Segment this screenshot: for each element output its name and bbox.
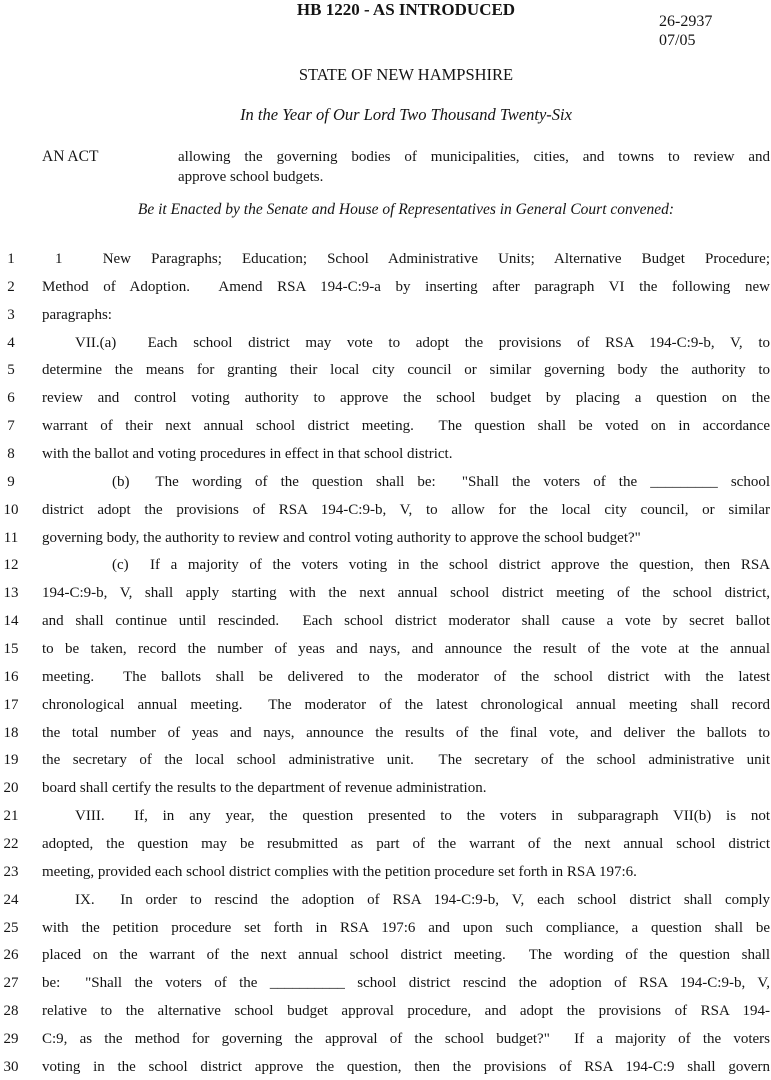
bill-text-row <box>0 862 771 890</box>
line-number: 9 <box>7 473 15 490</box>
state-name: STATE OF NEW HAMPSHIRE <box>298 65 514 84</box>
year-line: In the Year of Our Lord Two Thousand Twenty-Six <box>240 105 572 124</box>
bill-text-row <box>0 778 771 806</box>
line-number: 11 <box>3 529 19 546</box>
line-number: 21 <box>3 808 19 825</box>
line-number: 12 <box>3 557 19 574</box>
line-number: 2 <box>7 278 15 295</box>
line-number: 28 <box>3 1003 19 1020</box>
line-number: 23 <box>3 863 19 880</box>
line-number: 3 <box>7 306 15 323</box>
line-number: 15 <box>3 641 19 658</box>
bill-date: 07/05 <box>659 32 696 49</box>
bill-text-row <box>0 444 771 472</box>
bill-number: 26-2937 <box>659 13 713 30</box>
bill-body <box>0 249 771 1080</box>
line-text: voting in the school district approve the question, then the provisions of RSA 194-C:9 shall govern <box>42 1058 770 1075</box>
line-number: 4 <box>7 334 15 351</box>
bill-reference-block <box>659 12 712 50</box>
line-text: paragraphs: <box>42 306 112 323</box>
line-text: determine the means for granting their local city council or similar governing body the authority to <box>42 362 770 379</box>
line-number: 14 <box>3 613 19 630</box>
line-number: 20 <box>3 780 19 797</box>
bill-text-row <box>0 583 771 611</box>
line-text: chronological annual meeting. The moderator of the latest chronological annual meeting shall record <box>42 696 770 713</box>
line-text: the total number of yeas and nays, announce the results of the final vote, and deliver the ballots to <box>42 724 770 741</box>
enacting-clause: Be it Enacted by the Senate and House of Representatives in General Court convened: <box>137 201 675 218</box>
line-number: 30 <box>3 1058 19 1075</box>
an-act-description <box>178 147 770 187</box>
line-number: 17 <box>3 696 19 713</box>
line-text: board shall certify the results to the department of revenue administration. <box>42 780 487 797</box>
bill-text-row <box>0 500 771 528</box>
line-text: to be taken, record the number of yeas and nays, and announce the result of the vote at the annual <box>42 641 770 658</box>
line-text: placed on the warrant of the next annual school district meeting. The wording of the question shall <box>42 947 770 964</box>
line-number: 26 <box>3 947 19 964</box>
line-number: 24 <box>3 891 19 908</box>
bill-text-row <box>0 945 771 973</box>
line-text: and shall continue until rescinded. Each school district moderator shall cause a vote by secret ballot <box>42 613 770 630</box>
line-text: governing body, the authority to review and control voting authority to approve the school budget?" <box>42 529 641 546</box>
line-text: VIII. If, in any year, the question presented to the voters in subparagraph VII(b) is not <box>75 808 770 825</box>
line-text: be: "Shall the voters of the __________ school district rescind the adoption of RSA 194-C:9-b, V, <box>42 975 770 992</box>
an-act-line: allowing the governing bodies of municipalities, cities, and towns to review and <box>178 149 770 165</box>
line-text: 1 New Paragraphs; Education; School Administrative Units; Alternative Budget Procedure; <box>55 251 770 267</box>
line-number: 1 <box>7 251 15 267</box>
bill-text-row <box>0 834 771 862</box>
bill-text-row <box>0 555 771 583</box>
line-text: C:9, as the method for governing the approval of the school budget?" If a majority of the voters <box>42 1031 770 1048</box>
line-number: 25 <box>3 919 19 936</box>
an-act-section <box>42 147 770 187</box>
bill-text-row <box>0 695 771 723</box>
bill-text-row <box>0 639 771 667</box>
bill-text-row <box>0 388 771 416</box>
line-text: meeting, provided each school district complies with the petition procedure set forth in RSA 197:6. <box>42 863 637 880</box>
bill-text-row <box>0 416 771 444</box>
line-text: relative to the alternative school budget approval procedure, and adopt the provisions of RSA 194- <box>42 1003 770 1020</box>
line-number: 16 <box>3 668 19 685</box>
bill-text-row <box>0 806 771 834</box>
bill-text-row <box>0 918 771 946</box>
line-text: warrant of their next annual school district meeting. The question shall be voted on in accordance <box>42 418 770 435</box>
bill-text-row <box>0 333 771 361</box>
bill-text-row <box>0 890 771 918</box>
line-text: the secretary of the local school administrative unit. The secretary of the school administrative unit <box>42 752 770 769</box>
bill-text-row <box>0 249 771 277</box>
line-text: adopted, the question may be resubmitted as part of the warrant of the next annual school district <box>42 836 770 853</box>
line-text: district adopt the provisions of RSA 194-C:9-b, V, to allow for the local city council, or similar <box>42 501 770 518</box>
bill-text-row <box>0 472 771 500</box>
line-number: 13 <box>3 585 19 602</box>
bill-text-row <box>0 611 771 639</box>
line-number: 7 <box>7 418 15 435</box>
line-number: 27 <box>3 975 19 992</box>
line-number: 22 <box>3 836 19 853</box>
an-act-label: AN ACT <box>42 148 99 165</box>
line-number: 19 <box>3 752 19 769</box>
line-number: 18 <box>3 724 19 741</box>
bill-text-row <box>0 1057 771 1080</box>
line-text: VII.(a) Each school district may vote to adopt the provisions of RSA 194-C:9-b, V, to <box>75 334 770 351</box>
bill-text-row <box>0 277 771 305</box>
line-text: review and control voting authority to approve the school budget by placing a question on the <box>42 390 770 407</box>
line-text: Method of Adoption. Amend RSA 194-C:9-a by inserting after paragraph VI the following new <box>42 278 770 295</box>
line-text: (c) If a majority of the voters voting in the school district approve the question, then RSA <box>112 557 770 574</box>
line-number: 6 <box>7 390 15 407</box>
bill-title: HB 1220 - AS INTRODUCED <box>296 0 516 19</box>
bill-text-row <box>0 750 771 778</box>
line-number: 29 <box>3 1031 19 1048</box>
bill-text-row <box>0 360 771 388</box>
line-text: IX. In order to rescind the adoption of RSA 194-C:9-b, V, each school district shall comply <box>75 891 770 908</box>
bill-text-row <box>0 305 771 333</box>
bill-text-row <box>0 723 771 751</box>
line-text: (b) The wording of the question shall be: "Shall the voters of the _________ school <box>112 473 770 490</box>
line-text: with the ballot and voting procedures in effect in that school district. <box>42 446 453 463</box>
bill-text-row <box>0 973 771 1001</box>
line-text: meeting. The ballots shall be delivered to the moderator of the school district with the latest <box>42 668 770 685</box>
bill-text-row <box>0 528 771 556</box>
line-text: with the petition procedure set forth in RSA 197:6 and upon such compliance, a question shall be <box>42 919 770 936</box>
line-text: 194-C:9-b, V, shall apply starting with the next annual school district meeting of the school district, <box>42 585 770 602</box>
bill-text-row <box>0 1001 771 1029</box>
bill-text-row <box>0 1029 771 1057</box>
line-number: 10 <box>3 501 19 518</box>
bill-text-row <box>0 667 771 695</box>
an-act-line: approve school budgets. <box>178 169 324 185</box>
line-number: 8 <box>7 446 15 463</box>
line-number: 5 <box>7 362 15 379</box>
